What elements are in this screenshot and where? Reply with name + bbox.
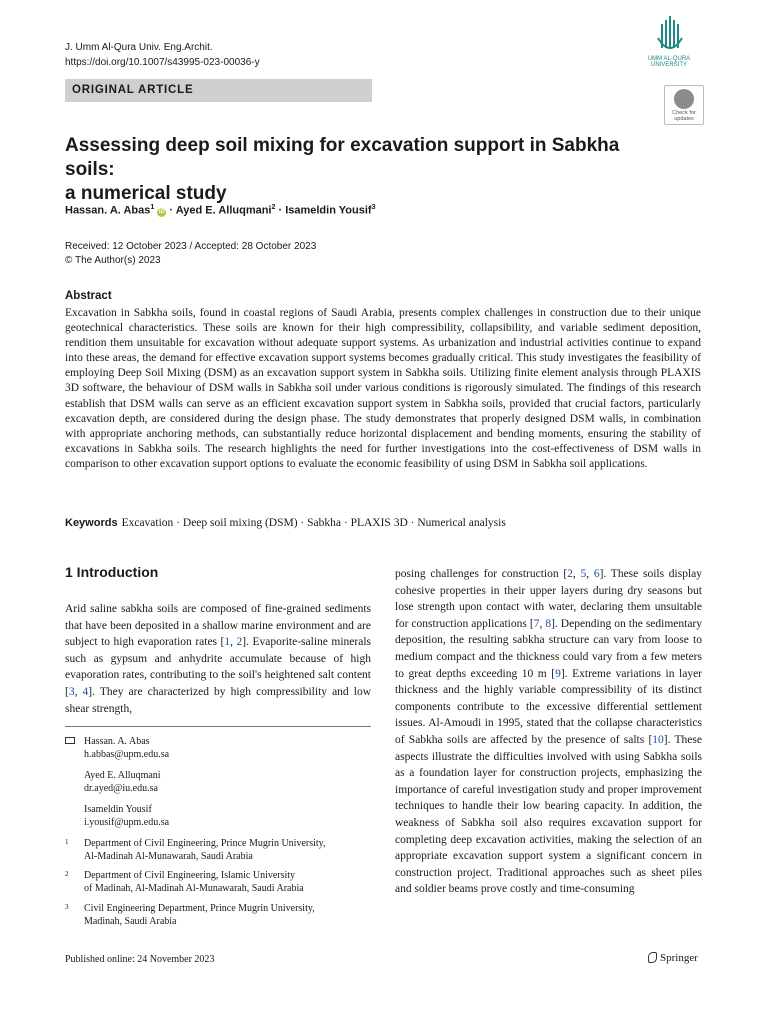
author-name[interactable]: Ayed E. Alluqmani	[175, 204, 272, 217]
copyright: © The Author(s) 2023	[65, 255, 161, 266]
author-separator: ·	[166, 204, 176, 217]
affiliation-number: 3	[65, 903, 69, 911]
check-updates-label: Check for updates	[672, 110, 696, 122]
body-text: ]. They are characterized by high compressibility and low shear strength,	[65, 685, 372, 715]
citation-link[interactable]: 9	[555, 667, 561, 680]
citation-link[interactable]: 7	[533, 617, 540, 630]
article-dates	[65, 240, 316, 268]
article-title	[65, 134, 665, 206]
publisher-logo	[648, 952, 698, 964]
affiliation-line: Department of Civil Engineering, Islamic University	[84, 870, 296, 881]
abstract-heading: Abstract	[65, 290, 112, 302]
keywords	[65, 517, 506, 529]
correspondence-name: Isameldin Yousif	[84, 804, 152, 815]
author-affiliation-number: 2	[271, 204, 276, 211]
affiliation-line: Al-Madinah Al-Munawarah, Saudi Arabia	[84, 850, 253, 862]
body-text: ,	[74, 685, 83, 698]
body-text: ]. Evaporite-saline minerals such as gypsum and anhydrite accumulate because of high evaporation rates, contributing to the soil's heightened salt content [	[65, 636, 371, 698]
correspondence-entry	[84, 770, 371, 795]
article-type-banner: ORIGINAL ARTICLE	[65, 79, 372, 102]
author-affiliation-number: 1	[150, 204, 155, 211]
publisher-name: Springer	[660, 952, 698, 964]
correspondence-block	[65, 736, 371, 838]
citation-link[interactable]: 8	[545, 617, 552, 630]
check-updates-icon	[674, 89, 694, 109]
abstract-text: Excavation in Sabkha soils, found in coastal regions of Saudi Arabia, presents complex challenges in construction due to their unique geotechnical characteristics. These soils are known for their high compressibility, collapsibility, and variable sediment deposition, rendition them unsuitable for excavation without adequate support systems. As urbanization and industrial activities continue to expand into these areas, the demand for effective excavation support systems becomes gradually critical. This study investigates the feasibility of employing Deep Soil Mixing (DSM) as an excavation support system in Sabkha soils. Utilizing finite element analysis through PLAXIS 3D software, the behaviour of DSM walls in Sabkha soil under various conditions is rigorously simulated. The findings of this research establish that DSM walls can serve as an efficient excavation support system in Sabkha soils, provided that crucial factors, particularly excavation depth, are considered during the design phase. The study demonstrates that properly designed DSM walls, in combination with appropriate anchoring methods, can substantially reduce horizontal displacement and bending moments, ensuring the stability of excavations in Sabkha soils. The research highlights the need for further investigations into the cost-effectiveness of DSM walls in comparison to other excavation support options to evaluate the economic feasibility of using DSM in Sabkha soil applications.	[65, 307, 701, 470]
footnote-divider	[65, 726, 371, 727]
affiliation-line: Department of Civil Engineering, Prince Mugrin University,	[84, 838, 326, 849]
affiliation-line: Civil Engineering Department, Prince Mugrin University,	[84, 903, 315, 914]
journal-header	[65, 40, 260, 70]
logo-caption: UMM AL-QURA UNIVERSITY	[647, 56, 691, 68]
citation-link[interactable]: 10	[652, 733, 664, 746]
citation-link[interactable]: 1	[224, 636, 231, 649]
author-name[interactable]: Isameldin Yousif	[285, 204, 372, 217]
body-text: ,	[586, 568, 594, 580]
author-affiliation-number: 3	[371, 204, 376, 211]
journal-name: J. Umm Al-Qura Univ. Eng.Archit.	[65, 42, 213, 53]
correspondence-entry	[84, 736, 371, 761]
citation-link[interactable]: 5	[580, 568, 587, 580]
citation-link[interactable]: 3	[68, 685, 75, 698]
check-for-updates-badge[interactable]	[664, 85, 704, 125]
affiliation-line: Madinah, Saudi Arabia	[84, 915, 177, 927]
section-heading-introduction: 1 Introduction	[65, 564, 159, 580]
affiliation-number: 2	[65, 870, 69, 878]
body-text: Arid saline sabkha soils are composed of fine-grained sediments that have been deposited in a shallow marine environment and are subject to high evaporation rates [	[65, 603, 371, 649]
body-text: ]. Extreme variations in layer thickness and the highly variable compressibility of its distinct components contribute to the excessive differential settlement issues. Al-Amoudi in 1995, stated that the collapse characteristics of Sabkha soils are affected by the presence of salts [	[395, 667, 702, 746]
citation-link[interactable]: 6	[593, 568, 600, 580]
keywords-heading: Keywords	[65, 517, 118, 529]
received-accepted: Received: 12 October 2023 / Accepted: 28 October 2023	[65, 241, 317, 252]
correspondence-name: Hassan. A. Abas	[84, 736, 150, 747]
intro-paragraph-1	[65, 601, 371, 717]
author-name[interactable]: Hassan. A. Abas	[65, 204, 151, 217]
body-text: posing challenges for construction [	[395, 568, 568, 580]
citation-link[interactable]: 2	[567, 568, 573, 580]
affiliation-2	[65, 870, 371, 895]
body-text: ]. These aspects illustrate the difficulties involved with using Sabkha soils as a foundation layer for construction projects, emphasizing the importance of careful investigation study and proper improvement techniques to handle their low bearing capacity. In addition, the weakness of Sabkha soil also requires excavation support for completing deep excavation activities, making the selection of an appropriate excavation support system a significant concern in construction project. Traditional approaches such as sheet piles and soldier beams prove costly and time-consuming	[395, 733, 702, 896]
correspondence-email[interactable]: i.yousif@upm.edu.sa	[84, 816, 170, 828]
intro-paragraph-2	[395, 566, 702, 898]
author-list	[65, 204, 376, 217]
citation-link[interactable]: 4	[82, 685, 89, 698]
springer-horse-icon	[648, 952, 657, 963]
published-online: Published online: 24 November 2023	[65, 954, 215, 965]
affiliation-3	[65, 903, 371, 928]
keywords-list: Excavation · Deep soil mixing (DSM) · Sabkha · PLAXIS 3D · Numerical analysis	[121, 517, 506, 529]
correspondence-email[interactable]: h.abbas@upm.edu.sa	[84, 748, 170, 760]
citation-link[interactable]: 2	[236, 636, 243, 649]
correspondence-email[interactable]: dr.ayed@iu.edu.sa	[84, 782, 158, 794]
envelope-icon	[65, 737, 75, 744]
affiliation-line: of Madinah, Al-Madinah Al-Munawarah, Saudi Arabia	[84, 882, 304, 894]
body-text: ]. These soils display cohesive properties in their upper layers during dry seasons but lose strength upon contact with water, declaring them unsuitable for construction applications [	[395, 568, 703, 630]
body-text: ,	[572, 568, 581, 580]
affiliation-1	[65, 838, 371, 863]
body-text: ,	[230, 636, 237, 649]
body-text: ,	[539, 617, 546, 630]
orcid-icon[interactable]: iD	[158, 208, 165, 215]
correspondence-entry	[84, 804, 371, 829]
correspondence-name: Ayed E. Alluqmani	[84, 770, 161, 781]
affiliation-number: 1	[65, 838, 69, 846]
author-separator: ·	[275, 204, 286, 217]
title-line-2: a numerical study	[65, 183, 227, 204]
title-line-1: Assessing deep soil mixing for excavation support in Sabkha soils:	[65, 135, 620, 180]
doi-link[interactable]: https://doi.org/10.1007/s43995-023-00036-y	[65, 57, 260, 68]
body-text: ]. Depending on the sedimentary deposition, the resulting sabkha structure can vary from loose to medium compact and the thickness could vary from a few meters to great depths exceeding 10 m [	[395, 617, 703, 680]
